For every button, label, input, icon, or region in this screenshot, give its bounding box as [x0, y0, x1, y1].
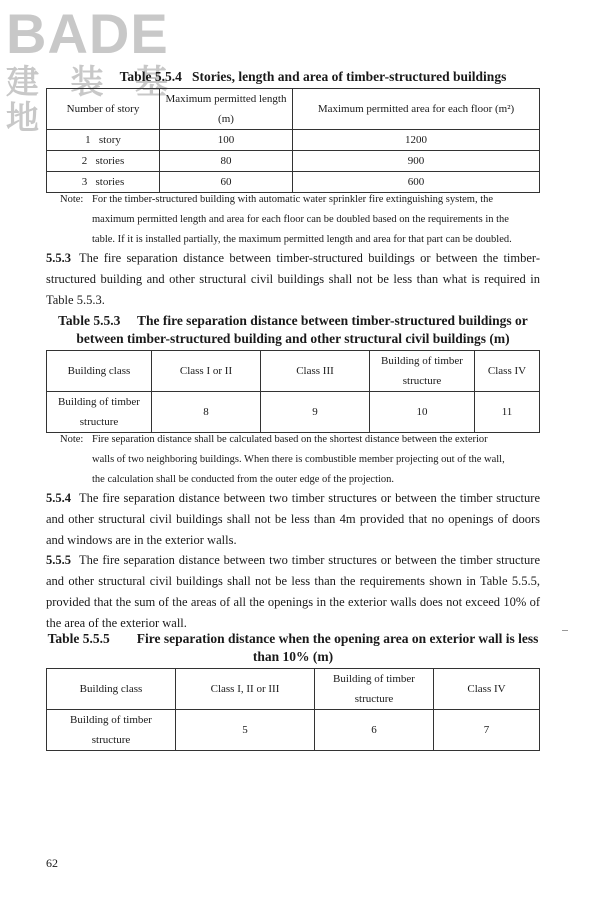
- table-cell: 11: [475, 392, 540, 433]
- clause-number: 5.5.5: [46, 553, 71, 567]
- table-554-section: [46, 68, 540, 193]
- table-553-header: Class IV: [475, 351, 540, 392]
- note-label: Note:: [60, 434, 84, 445]
- table-cell: 2 stories: [47, 151, 160, 172]
- table-555-header: Building class: [47, 669, 176, 710]
- page-number: 62: [46, 856, 58, 870]
- table-row: [47, 710, 540, 751]
- note-label: Note:: [60, 194, 84, 205]
- table-553-section: [46, 312, 540, 433]
- table-555-header: Building of timber structure: [315, 669, 434, 710]
- table-cell: 10: [370, 392, 475, 433]
- note-line: walls of two neighboring buildings. When there is combustible member projecting out of the wall,: [92, 454, 505, 465]
- table-553-header: Building of timber structure: [370, 351, 475, 392]
- note-line: the calculation shall be conducted from the outer edge of the projection.: [92, 474, 395, 485]
- table-554-note: [60, 190, 540, 250]
- table-cell: 3 stories: [47, 172, 160, 193]
- table-555-header: Class IV: [434, 669, 540, 710]
- table-554: [46, 88, 540, 193]
- table-553-caption-line2: between timber-structured building and other structural civil buildings (m): [76, 331, 510, 346]
- clause-text: The fire separation distance between timber-structured buildings or between the timber-structured building and other structural civil buildings shall not be less than what is required in Table 5.5.3.: [46, 251, 540, 307]
- note-line: Fire separation distance shall be calculated based on the shortest distance between the exterior: [92, 434, 488, 445]
- note-line: table. If it is installed partially, the maximum permitted length and area for that part can be doubled.: [92, 234, 512, 245]
- table-555-caption-line2: than 10% (m): [252, 649, 334, 664]
- table-row-label: Building of timber structure: [47, 392, 152, 433]
- table-cell: 5: [176, 710, 315, 751]
- table-cell: 1200: [293, 130, 540, 151]
- scan-mark: [562, 630, 568, 631]
- table-row: [47, 151, 540, 172]
- table-cell: 7: [434, 710, 540, 751]
- table-cell: 600: [293, 172, 540, 193]
- table-cell: 8: [152, 392, 261, 433]
- table-cell: 900: [293, 151, 540, 172]
- table-cell: 6: [315, 710, 434, 751]
- clause-text: The fire separation distance between two timber structures or between the timber structure and other structural civil buildings shall not be less than the requirements shown in Table 5.5.5, provided that the sum of the areas of all the openings in the exterior walls does not exceed 10% of the area of the exterior wall.: [46, 553, 540, 630]
- table-cell: 1 story: [47, 130, 160, 151]
- table-553-header: Building class: [47, 351, 152, 392]
- watermark-latin: BADE: [6, 2, 169, 65]
- table-cell: 100: [160, 130, 293, 151]
- watermark-cjk: 建 装 基 地: [6, 62, 178, 137]
- table-555-header: Class I, II or III: [176, 669, 315, 710]
- clause-555: [46, 550, 540, 634]
- table-554-caption: Table 5.5.4 Stories, length and area of timber-structured buildings: [119, 69, 507, 84]
- note-line: For the timber-structured building with automatic water sprinkler fire extinguishing system, the: [92, 194, 494, 205]
- table-553-caption-line1: Table 5.5.3 The fire separation distance between timber-structured buildings or: [58, 313, 528, 328]
- table-row: [47, 130, 540, 151]
- table-cell: 60: [160, 172, 293, 193]
- table-554-header: Number of story: [47, 89, 160, 130]
- table-555-caption-line1: Table 5.5.5 Fire separation distance when the opening area on exterior wall is less: [47, 631, 539, 646]
- clause-text: The fire separation distance between two timber structures or between the timber structure and other structural civil buildings shall not be less than 4m provided that no openings of doors and windows are in the exterior walls.: [46, 491, 540, 547]
- table-553: [46, 350, 540, 433]
- table-555: [46, 668, 540, 751]
- table-row: [47, 392, 540, 433]
- table-553-note: [60, 430, 540, 490]
- table-553-header: Class I or II: [152, 351, 261, 392]
- table-554-header: Maximum permitted length (m): [160, 89, 293, 130]
- clause-number: 5.5.3: [46, 251, 71, 265]
- table-row-label: Building of timber structure: [47, 710, 176, 751]
- clause-number: 5.5.4: [46, 491, 71, 505]
- table-cell: 9: [261, 392, 370, 433]
- table-555-section: [46, 630, 540, 751]
- clause-553: [46, 248, 540, 311]
- note-line: maximum permitted length and area for each floor can be doubled based on the requirements in the: [92, 214, 509, 225]
- table-553-header: Class III: [261, 351, 370, 392]
- table-554-header: Maximum permitted area for each floor (m²): [293, 89, 540, 130]
- clause-554: [46, 488, 540, 551]
- table-cell: 80: [160, 151, 293, 172]
